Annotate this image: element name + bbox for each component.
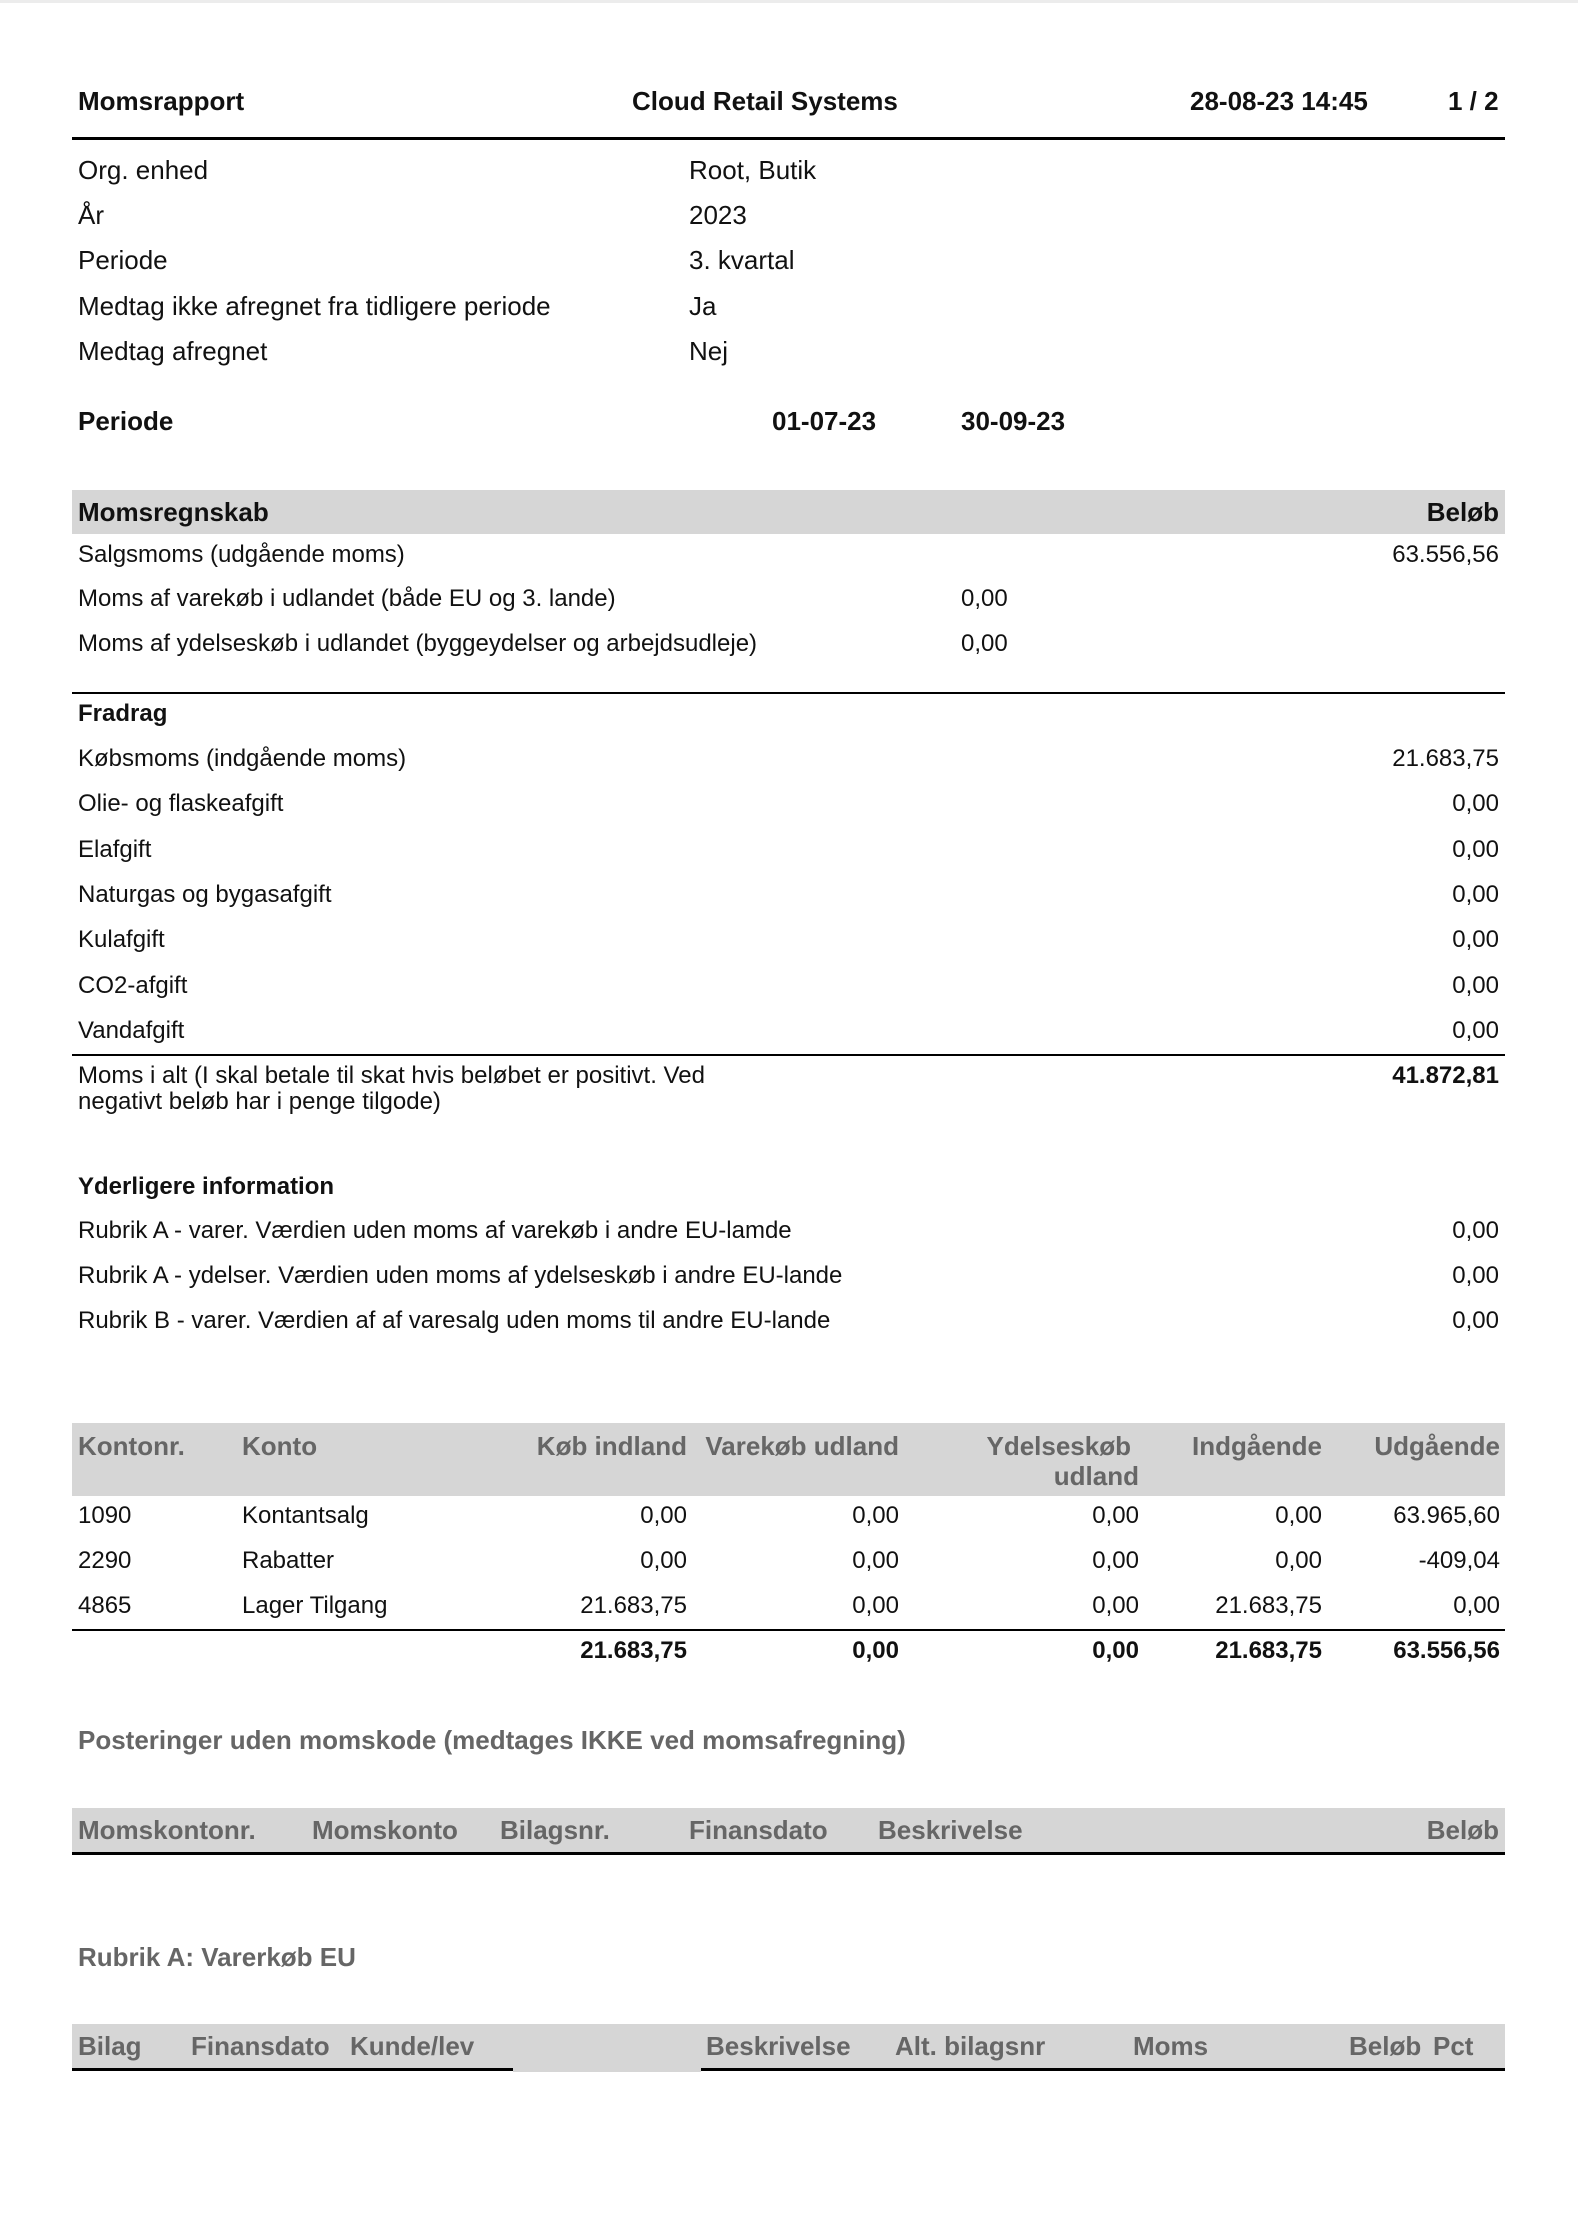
param-label: Org. enhed [78,155,209,185]
col-header-kontonr: Kontonr. [78,1431,185,1461]
cell-konto: Rabatter [242,1547,335,1574]
cell-udgaende: 63.965,60 [1393,1502,1500,1529]
col-header-kob-indland: Køb indland [536,1431,687,1461]
col-header-moms: Moms [1133,2031,1209,2061]
cell-varekob-udland: 0,00 [852,1502,899,1529]
param-label: Medtag ikke afregnet fra tidligere periode [78,291,551,321]
moms-total-label-line2: negativt beløb har i penge tilgode) [78,1088,441,1115]
period-label: Periode [78,406,174,436]
fradrag-row-amount: 0,00 [1452,972,1499,999]
col-header-kunde-lev: Kunde/lev [350,2031,475,2061]
cell-kob-indland: 21.683,75 [580,1592,687,1619]
yderligere-row-label: Rubrik A - varer. Værdien uden moms af varekøb i andre EU-lamde [78,1217,792,1244]
col-header-beskrivelse: Beskrivelse [706,2031,851,2061]
total-ydelseskob-udland: 0,00 [1092,1637,1139,1664]
fradrag-row-label: Vandafgift [78,1017,185,1044]
cell-indgaende: 21.683,75 [1215,1592,1322,1619]
cell-varekob-udland: 0,00 [852,1592,899,1619]
col-header-pct: Pct [1433,2031,1474,2061]
fradrag-row-label: CO2-afgift [78,972,188,999]
cell-indgaende: 0,00 [1275,1502,1322,1529]
cell-kontonr: 4865 [78,1592,132,1619]
page-number: 1 / 2 [1448,86,1499,116]
fradrag-row-label: Olie- og flaskeafgift [78,790,284,817]
amount-header: Beløb [1426,497,1499,527]
fradrag-row-amount: 0,00 [1452,881,1499,908]
total-udgaende: 63.556,56 [1393,1637,1500,1664]
col-header-bilag: Bilag [78,2031,142,2061]
moms-row-label: Moms af ydelseskøb i udlandet (byggeydelser og arbejdsudleje) [78,630,758,657]
total-indgaende: 21.683,75 [1215,1637,1322,1664]
period-from: 01-07-23 [772,406,877,436]
cell-ydelseskob-udland: 0,00 [1092,1592,1139,1619]
cell-udgaende: -409,04 [1418,1547,1500,1574]
cell-ydelseskob-udland: 0,00 [1092,1502,1139,1529]
col-header-finansdato: Finansdato [191,2031,330,2061]
param-value: Root, Butik [689,155,817,185]
col-header-bilagsnr: Bilagsnr. [500,1815,610,1845]
col-header-momskontonr: Momskontonr. [78,1815,256,1845]
cell-kob-indland: 0,00 [640,1502,687,1529]
col-header-finansdato: Finansdato [689,1815,828,1845]
posteringer-rule [72,1852,1505,1855]
fradrag-title: Fradrag [78,700,168,727]
total-varekob-udland: 0,00 [852,1637,899,1664]
yderligere-row-amount: 0,00 [1452,1262,1499,1289]
param-label: År [78,200,104,230]
yderligere-row-label: Rubrik A - ydelser. Værdien uden moms af ydelseskøb i andre EU-lande [78,1262,843,1289]
col-header-momskonto: Momskonto [312,1815,458,1845]
report-datetime: 28-08-23 14:45 [1190,86,1368,116]
rubrik-a-header-gap [513,2068,701,2072]
col-header-varekob-udland: Varekøb udland [705,1431,899,1461]
cell-ydelseskob-udland: 0,00 [1092,1547,1139,1574]
cell-kob-indland: 0,00 [640,1547,687,1574]
fradrag-row-label: Købsmoms (indgående moms) [78,745,407,772]
param-label: Medtag afregnet [78,336,268,366]
cell-konto: Kontantsalg [242,1502,369,1529]
company-name: Cloud Retail Systems [632,86,898,116]
rubrik-a-rule [72,2068,1505,2071]
col-header-udgaende: Udgående [1374,1431,1500,1461]
param-value: 3. kvartal [689,245,795,275]
cell-kontonr: 2290 [78,1547,132,1574]
total-kob-indland: 21.683,75 [580,1637,687,1664]
momsregnskab-title: Momsregnskab [78,497,269,527]
yderligere-row-amount: 0,00 [1452,1307,1499,1334]
moms-total-label-line1: Moms i alt (I skal betale til skat hvis beløbet er positivt. Ved [78,1062,705,1089]
col-header-belob: Beløb [1349,2031,1422,2061]
cell-konto: Lager Tilgang [242,1592,388,1619]
yderligere-row-amount: 0,00 [1452,1217,1499,1244]
col-header-indgaende: Indgående [1191,1431,1322,1461]
cell-kontonr: 1090 [78,1502,132,1529]
moms-row-label: Salgsmoms (udgående moms) [78,541,405,568]
col-header-ydelseskob-line2: udland [1053,1461,1139,1491]
header-rule [72,137,1505,140]
fradrag-row-amount: 0,00 [1452,790,1499,817]
top-edge-shade [0,0,1578,3]
report-title: Momsrapport [78,86,245,116]
cell-udgaende: 0,00 [1453,1592,1500,1619]
momsregnskab-header-bar [72,490,1505,534]
yderligere-row-label: Rubrik B - varer. Værdien af af varesalg uden moms til andre EU-lande [78,1307,831,1334]
moms-row-label: Moms af varekøb i udlandet (både EU og 3. lande) [78,585,616,612]
cell-indgaende: 0,00 [1275,1547,1322,1574]
param-value: Ja [689,291,717,321]
fradrag-row-amount: 0,00 [1452,836,1499,863]
param-value: Nej [689,336,729,366]
moms-row-amount: 63.556,56 [1392,541,1499,568]
fradrag-row-amount: 21.683,75 [1392,745,1499,772]
fradrag-row-label: Kulafgift [78,926,165,953]
moms-row-mid-value: 0,00 [961,585,1008,612]
col-header-alt-bilagsnr: Alt. bilagsnr [895,2031,1046,2061]
moms-row-mid-value: 0,00 [961,630,1008,657]
yderligere-title: Yderligere information [78,1173,335,1200]
total-rule [72,1054,1505,1056]
fradrag-row-label: Elafgift [78,836,152,863]
fradrag-row-label: Naturgas og bygasafgift [78,881,332,908]
col-header-ydelseskob-line1: Ydelseskøb [986,1431,1131,1461]
konto-total-rule [72,1629,1505,1631]
moms-total-amount: 41.872,81 [1392,1062,1499,1089]
col-header-konto: Konto [242,1431,318,1461]
fradrag-row-amount: 0,00 [1452,1017,1499,1044]
col-header-belob: Beløb [1426,1815,1499,1845]
param-label: Periode [78,245,168,275]
fradrag-row-amount: 0,00 [1452,926,1499,953]
fradrag-rule [72,692,1505,694]
rubrik-a-title: Rubrik A: Varerkøb EU [78,1942,356,1972]
cell-varekob-udland: 0,00 [852,1547,899,1574]
posteringer-title: Posteringer uden momskode (medtages IKKE ved momsafregning) [78,1725,906,1755]
period-to: 30-09-23 [961,406,1066,436]
param-value: 2023 [689,200,747,230]
col-header-beskrivelse: Beskrivelse [878,1815,1023,1845]
